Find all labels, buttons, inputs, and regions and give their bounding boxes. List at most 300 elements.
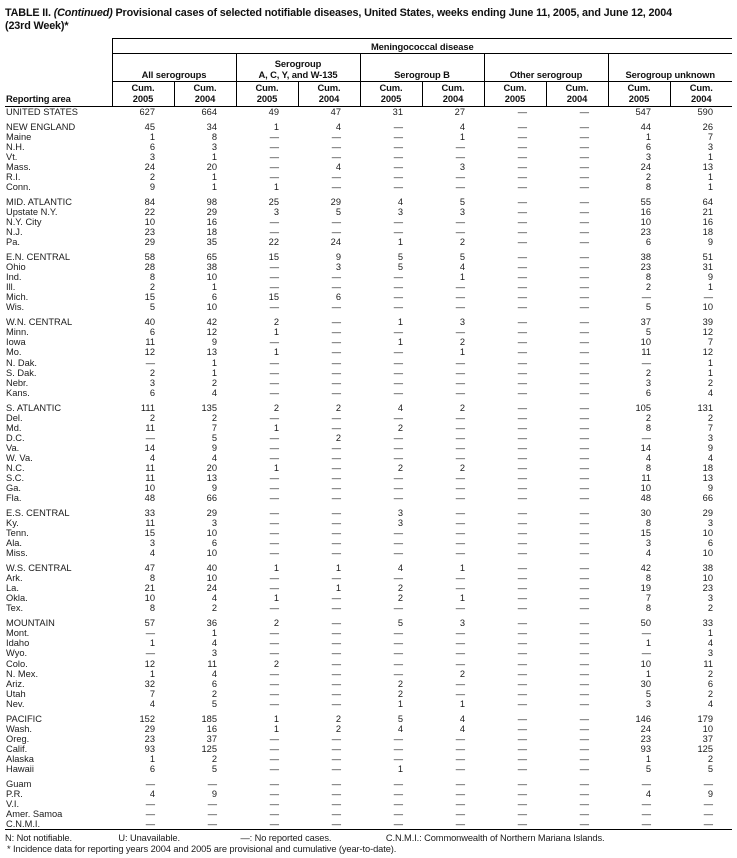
- value-cell: —: [579, 493, 589, 504]
- value-cell: 9: [707, 237, 714, 248]
- table-section: [5, 313, 732, 398]
- value-cell: —: [641, 809, 651, 820]
- value-cell: —: [517, 412, 527, 423]
- value-cell: 1: [397, 237, 403, 248]
- table-row: [5, 508, 732, 518]
- area-cell: Mont.: [6, 628, 30, 639]
- table-row: [5, 172, 732, 182]
- table-section: [5, 774, 732, 830]
- value-cell: —: [269, 764, 279, 775]
- value-cell: 1: [645, 131, 651, 142]
- value-cell: 64: [702, 196, 714, 207]
- value-cell: —: [269, 377, 279, 388]
- value-cell: 4: [211, 387, 217, 398]
- value-cell: 65: [206, 252, 217, 262]
- value-cell: 1: [707, 172, 714, 183]
- value-cell: —: [579, 628, 589, 639]
- cumulative-year-header: Cum. 2004: [174, 82, 236, 107]
- value-cell: 135: [201, 402, 217, 413]
- value-cell: —: [393, 638, 403, 649]
- value-cell: —: [145, 819, 155, 830]
- value-cell: —: [517, 402, 527, 413]
- value-cell: —: [517, 819, 527, 830]
- value-cell: 4: [149, 698, 155, 709]
- value-cell: 6: [149, 764, 155, 775]
- table-row: [5, 122, 732, 132]
- table-row: [5, 252, 732, 262]
- value-cell: —: [331, 172, 341, 183]
- value-cell: —: [455, 442, 465, 453]
- value-cell: 7: [707, 131, 714, 142]
- value-cell: —: [145, 798, 155, 809]
- value-cell: 21: [702, 207, 714, 218]
- value-cell: 47: [330, 107, 341, 117]
- value-cell: —: [331, 141, 341, 152]
- value-cell: —: [393, 387, 403, 398]
- value-cell: 4: [211, 638, 217, 649]
- value-cell: —: [579, 237, 589, 248]
- table-row: [5, 754, 732, 764]
- value-cell: 8: [211, 131, 217, 142]
- value-cell: —: [579, 422, 589, 433]
- value-cell: 5: [211, 432, 217, 443]
- value-cell: 3: [211, 518, 217, 529]
- value-cell: —: [331, 678, 341, 689]
- value-cell: —: [269, 688, 279, 699]
- value-cell: —: [331, 508, 341, 519]
- area-cell: V.I.: [6, 798, 20, 809]
- value-cell: —: [517, 698, 527, 709]
- area-cell: MOUNTAIN: [6, 618, 55, 629]
- area-cell: N. Dak.: [6, 357, 37, 368]
- value-cell: 2: [459, 668, 465, 679]
- disease-name-header: Meningococcal disease: [112, 39, 732, 54]
- value-cell: —: [455, 282, 465, 293]
- cumulative-year-header: Cum. 2005: [236, 82, 298, 107]
- value-cell: —: [579, 473, 589, 484]
- value-cell: —: [517, 262, 527, 273]
- value-cell: —: [517, 442, 527, 453]
- value-cell: —: [517, 452, 527, 463]
- value-cell: 1: [707, 182, 714, 193]
- value-cell: —: [579, 357, 589, 368]
- value-cell: —: [393, 217, 403, 228]
- table-section: [5, 709, 732, 774]
- table-section: [5, 559, 732, 614]
- area-cell: Amer. Samoa: [6, 809, 63, 820]
- value-cell: —: [517, 387, 527, 398]
- value-cell: —: [579, 723, 589, 734]
- value-cell: 2: [273, 402, 279, 413]
- value-cell: 3: [397, 207, 403, 218]
- value-cell: —: [517, 432, 527, 443]
- area-cell: Ala.: [6, 538, 23, 549]
- value-cell: —: [331, 272, 341, 283]
- table-row: [5, 789, 732, 799]
- value-cell: 2: [211, 688, 217, 699]
- value-cell: —: [579, 227, 589, 238]
- value-cell: 10: [702, 573, 714, 584]
- area-cell: Nebr.: [6, 377, 29, 388]
- value-cell: —: [455, 638, 465, 649]
- value-cell: —: [331, 638, 341, 649]
- table-row: [5, 819, 732, 830]
- value-cell: —: [579, 337, 589, 348]
- table-row: [5, 799, 732, 809]
- table-row: [5, 282, 732, 292]
- value-cell: 1: [459, 347, 465, 358]
- serogroup-header: Serogroup A, C, Y, and W-135: [236, 54, 360, 82]
- table-row: [5, 744, 732, 754]
- value-cell: —: [579, 548, 589, 559]
- value-cell: 2: [707, 753, 714, 764]
- value-cell: 2: [459, 402, 465, 413]
- value-cell: 1: [397, 317, 403, 328]
- value-cell: 2: [645, 282, 651, 293]
- value-cell: 21: [144, 583, 155, 594]
- value-cell: —: [517, 593, 527, 604]
- value-cell: 16: [206, 217, 217, 228]
- value-cell: —: [579, 518, 589, 529]
- cumulative-year-header: Cum. 2005: [608, 82, 670, 107]
- value-cell: 6: [211, 538, 217, 549]
- value-cell: 9: [707, 442, 714, 453]
- table-row: [5, 764, 732, 774]
- value-cell: 4: [211, 452, 217, 463]
- value-cell: —: [517, 357, 527, 368]
- value-cell: —: [455, 778, 465, 789]
- value-cell: 8: [149, 603, 155, 614]
- value-cell: 11: [145, 473, 155, 484]
- value-cell: —: [579, 678, 589, 689]
- value-cell: 9: [211, 788, 217, 799]
- value-cell: 3: [645, 377, 651, 388]
- value-cell: 4: [211, 593, 217, 604]
- value-cell: —: [517, 151, 527, 162]
- value-cell: 3: [645, 151, 651, 162]
- value-cell: —: [455, 658, 465, 669]
- value-cell: 9: [211, 483, 217, 494]
- value-cell: —: [579, 743, 589, 754]
- value-cell: 24: [640, 723, 651, 734]
- area-cell: S. Dak.: [6, 367, 37, 378]
- value-cell: —: [331, 337, 341, 348]
- value-cell: 14: [640, 442, 651, 453]
- table-row: [5, 473, 732, 483]
- value-cell: —: [455, 377, 465, 388]
- value-cell: —: [517, 798, 527, 809]
- area-cell: Md.: [6, 422, 22, 433]
- value-cell: —: [455, 452, 465, 463]
- area-cell: Va.: [6, 442, 20, 453]
- value-cell: 627: [139, 107, 155, 117]
- value-cell: 547: [635, 107, 651, 117]
- value-cell: 51: [702, 252, 714, 262]
- value-cell: 2: [397, 688, 403, 699]
- value-cell: 2: [645, 412, 651, 423]
- value-cell: —: [455, 422, 465, 433]
- value-cell: —: [393, 753, 403, 764]
- cumulative-year-header: Cum. 2004: [670, 82, 732, 107]
- value-cell: 27: [454, 107, 465, 117]
- value-cell: —: [641, 798, 651, 809]
- value-cell: —: [579, 262, 589, 273]
- value-cell: 4: [335, 121, 341, 132]
- value-cell: 7: [707, 337, 714, 348]
- value-cell: —: [517, 377, 527, 388]
- value-cell: —: [579, 412, 589, 423]
- area-cell: W. Va.: [6, 452, 33, 463]
- cumulative-year-header: Cum. 2005: [360, 82, 422, 107]
- value-cell: —: [517, 327, 527, 338]
- value-cell: —: [269, 733, 279, 744]
- value-cell: 34: [206, 121, 217, 132]
- value-cell: 66: [206, 493, 217, 504]
- value-cell: 20: [206, 162, 217, 173]
- value-cell: —: [269, 262, 279, 273]
- value-cell: —: [641, 778, 651, 789]
- table-row: [5, 317, 732, 327]
- value-cell: 2: [335, 713, 341, 724]
- value-cell: 2: [707, 688, 714, 699]
- value-cell: 28: [144, 262, 155, 273]
- value-cell: —: [393, 172, 403, 183]
- value-cell: 6: [211, 678, 217, 689]
- value-cell: 1: [273, 182, 279, 193]
- value-cell: —: [331, 603, 341, 614]
- value-cell: 10: [144, 593, 155, 604]
- value-cell: —: [393, 452, 403, 463]
- table-row: [5, 734, 732, 744]
- table-row: [5, 337, 732, 347]
- value-cell: 6: [149, 387, 155, 398]
- legend-unavailable: U: Unavailable.: [118, 833, 180, 844]
- value-cell: —: [579, 377, 589, 388]
- legend-not-notifiable: N: Not notifiable.: [5, 833, 72, 844]
- value-cell: —: [207, 778, 217, 789]
- value-cell: —: [517, 347, 527, 358]
- disease-table: [5, 38, 732, 830]
- cumulative-year-header: Cum. 2005: [484, 82, 546, 107]
- value-cell: —: [455, 628, 465, 639]
- value-cell: 10: [702, 723, 714, 734]
- value-cell: 179: [697, 713, 714, 724]
- value-cell: 10: [144, 483, 155, 494]
- value-cell: —: [579, 387, 589, 398]
- value-cell: —: [393, 182, 403, 193]
- area-cell: Utah: [6, 688, 26, 699]
- value-cell: 1: [645, 638, 651, 649]
- area-cell: PACIFIC: [6, 713, 42, 724]
- value-cell: 4: [645, 788, 651, 799]
- value-cell: —: [517, 548, 527, 559]
- value-cell: —: [579, 162, 589, 173]
- area-cell: Iowa: [6, 337, 26, 348]
- value-cell: 6: [707, 538, 714, 549]
- table-row: [5, 433, 732, 443]
- value-cell: —: [455, 292, 465, 303]
- value-cell: —: [517, 528, 527, 539]
- value-cell: —: [269, 508, 279, 519]
- value-cell: —: [331, 151, 341, 162]
- value-cell: —: [517, 723, 527, 734]
- value-cell: 5: [645, 302, 651, 313]
- value-cell: —: [331, 327, 341, 338]
- value-cell: —: [517, 788, 527, 799]
- value-cell: —: [517, 668, 527, 679]
- value-cell: —: [517, 107, 527, 117]
- value-cell: —: [145, 778, 155, 789]
- value-cell: 6: [335, 292, 341, 303]
- value-cell: —: [641, 357, 651, 368]
- footnotes: [5, 833, 731, 855]
- value-cell: 1: [707, 357, 714, 368]
- area-cell: UNITED STATES: [6, 107, 78, 117]
- value-cell: —: [393, 628, 403, 639]
- value-cell: 11: [145, 337, 155, 348]
- value-cell: 10: [206, 272, 217, 283]
- value-cell: 16: [702, 217, 714, 228]
- value-cell: —: [455, 798, 465, 809]
- value-cell: —: [331, 618, 341, 629]
- value-cell: 4: [459, 713, 465, 724]
- value-cell: 6: [645, 141, 651, 152]
- value-cell: 93: [144, 743, 155, 754]
- legend-line: [5, 833, 731, 844]
- value-cell: —: [331, 493, 341, 504]
- value-cell: —: [393, 327, 403, 338]
- value-cell: 35: [206, 237, 217, 248]
- value-cell: 13: [702, 473, 714, 484]
- value-cell: —: [393, 357, 403, 368]
- value-cell: 49: [268, 107, 279, 117]
- value-cell: —: [579, 483, 589, 494]
- value-cell: 14: [144, 442, 155, 453]
- value-cell: —: [331, 317, 341, 328]
- value-cell: —: [579, 809, 589, 820]
- table-row: [5, 207, 732, 217]
- value-cell: 125: [201, 743, 217, 754]
- value-cell: —: [455, 809, 465, 820]
- value-cell: 11: [207, 658, 217, 669]
- value-cell: 10: [144, 217, 155, 228]
- value-cell: —: [269, 387, 279, 398]
- value-cell: —: [641, 432, 651, 443]
- value-cell: —: [145, 432, 155, 443]
- value-cell: 1: [707, 628, 714, 639]
- value-cell: 5: [149, 302, 155, 313]
- value-cell: 15: [268, 292, 279, 303]
- value-cell: 2: [273, 618, 279, 629]
- value-cell: —: [517, 317, 527, 328]
- table-row: [5, 679, 732, 689]
- value-cell: 12: [206, 327, 217, 338]
- table-row: [5, 237, 732, 247]
- legend-cnmi: C.N.M.I.: Commonwealth of Northern Mariana Islands.: [385, 833, 605, 844]
- table-row: [5, 368, 732, 378]
- value-cell: —: [331, 473, 341, 484]
- value-cell: 9: [707, 272, 714, 283]
- value-cell: 2: [211, 412, 217, 423]
- value-cell: —: [269, 357, 279, 368]
- serogroup-header: Serogroup unknown: [608, 54, 732, 82]
- table-row: [5, 724, 732, 734]
- value-cell: 2: [335, 723, 341, 734]
- value-cell: —: [269, 678, 279, 689]
- value-cell: —: [393, 292, 403, 303]
- value-cell: 3: [149, 151, 155, 162]
- value-cell: 98: [206, 196, 217, 207]
- table-row: [5, 689, 732, 699]
- value-cell: 26: [702, 121, 714, 132]
- area-cell: Upstate N.Y.: [6, 207, 58, 218]
- area-cell: Hawaii: [6, 764, 34, 775]
- value-cell: 4: [459, 121, 465, 132]
- value-cell: —: [269, 172, 279, 183]
- table-row: [5, 593, 732, 603]
- value-cell: —: [331, 819, 341, 830]
- value-cell: —: [579, 131, 589, 142]
- value-cell: 2: [211, 753, 217, 764]
- value-cell: —: [393, 347, 403, 358]
- value-cell: —: [517, 196, 527, 207]
- area-cell: E.S. CENTRAL: [6, 508, 70, 519]
- table-row: [5, 217, 732, 227]
- value-cell: —: [269, 573, 279, 584]
- value-cell: 2: [149, 367, 155, 378]
- area-cell: Pa.: [6, 237, 20, 248]
- value-cell: 24: [640, 162, 651, 173]
- value-cell: —: [269, 483, 279, 494]
- value-cell: 3: [459, 207, 465, 218]
- table-section: [5, 192, 732, 247]
- value-cell: —: [331, 528, 341, 539]
- cumulative-year-header: Cum. 2004: [422, 82, 484, 107]
- table-row: [5, 518, 732, 528]
- value-cell: 38: [206, 262, 217, 273]
- value-cell: 24: [206, 583, 217, 594]
- value-cell: 2: [645, 367, 651, 378]
- value-cell: 16: [640, 207, 651, 218]
- value-cell: 18: [206, 227, 217, 238]
- table-section: [5, 247, 732, 312]
- value-cell: 2: [707, 668, 714, 679]
- value-cell: —: [393, 743, 403, 754]
- value-cell: —: [207, 819, 217, 830]
- value-cell: 1: [707, 151, 714, 162]
- value-cell: —: [517, 422, 527, 433]
- table-row: [5, 809, 732, 819]
- header-row-cumulative: [5, 82, 732, 107]
- area-cell: Ky.: [6, 518, 19, 529]
- table-row: [5, 659, 732, 669]
- value-cell: —: [331, 764, 341, 775]
- value-cell: 3: [459, 317, 465, 328]
- value-cell: 4: [149, 452, 155, 463]
- value-cell: 1: [273, 563, 279, 574]
- value-cell: —: [517, 678, 527, 689]
- value-cell: —: [517, 648, 527, 659]
- value-cell: 152: [139, 713, 155, 724]
- area-cell: La.: [6, 583, 19, 594]
- area-cell: Ill.: [6, 282, 16, 293]
- value-cell: 38: [702, 563, 714, 574]
- value-cell: 8: [149, 573, 155, 584]
- value-cell: —: [579, 713, 589, 724]
- value-cell: 1: [645, 668, 651, 679]
- value-cell: 1: [273, 593, 279, 604]
- table-row: [5, 493, 732, 503]
